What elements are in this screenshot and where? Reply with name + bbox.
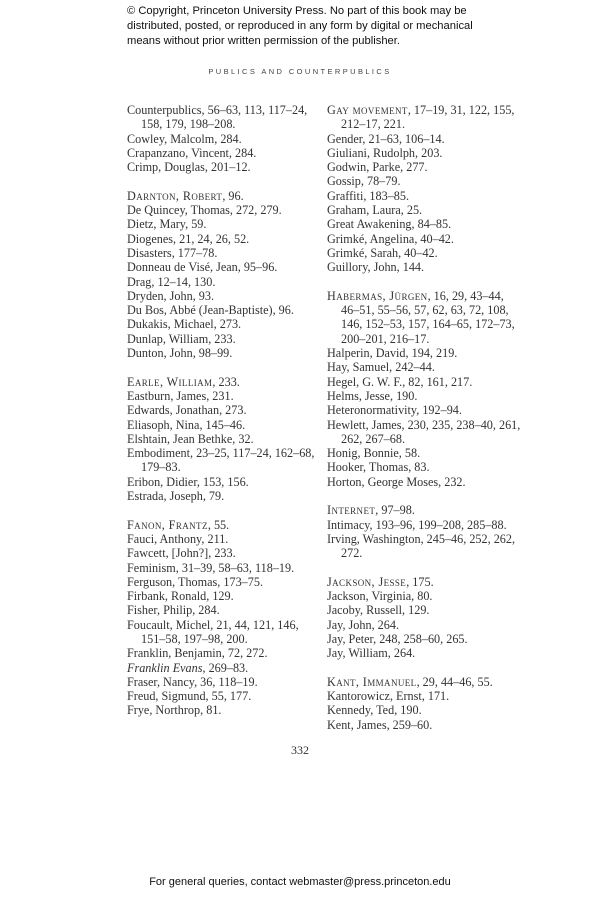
index-entry-heading: Hooker, Thomas xyxy=(327,460,409,475)
index-entry-pages: , 232. xyxy=(438,474,466,489)
index-entry xyxy=(127,661,322,675)
index-entry-heading: Dietz, Mary xyxy=(127,217,186,232)
index-entry-heading: Great Awakening xyxy=(327,217,412,232)
index-entry-pages: , 173–75. xyxy=(217,574,263,589)
index-entry xyxy=(127,546,322,560)
index-entry xyxy=(327,289,522,346)
index-entry xyxy=(127,160,322,174)
index-entry-heading: Graffiti xyxy=(327,188,364,203)
index-entry xyxy=(127,303,322,317)
index-entry xyxy=(127,132,322,146)
index-entry-pages: , 23–25, 117–24, 162–68, 179–83. xyxy=(141,446,315,475)
index-entry-pages: , 97–98. xyxy=(375,503,415,518)
index-entry-heading: Disasters xyxy=(127,245,172,260)
index-entry-pages: , 277. xyxy=(400,160,428,175)
index-entry xyxy=(327,132,522,146)
index-entry-heading: Crapanzano, Vincent xyxy=(127,145,229,160)
index-entry-heading: Freud, Sigmund xyxy=(127,689,206,704)
index-entry-pages: , 273. xyxy=(213,317,242,332)
index-entry-heading: Fisher, Philip xyxy=(127,603,193,618)
index-entry-heading: Firbank, Ronald xyxy=(127,589,207,604)
index-entry xyxy=(327,646,522,660)
index-entry xyxy=(327,203,522,217)
index-entry-pages: , 21–63, 106–14. xyxy=(362,131,445,146)
index-entry-pages: , 193–96, 199–208, 285–88. xyxy=(369,517,507,532)
index-entry xyxy=(127,189,322,203)
index-entry-pages: , 194, 219. xyxy=(405,346,458,361)
index-letter-gap xyxy=(127,174,322,188)
index-entry-pages: , 192–94. xyxy=(416,403,462,418)
index-entry xyxy=(127,403,322,417)
index-entry-pages: , 32. xyxy=(232,431,254,446)
index-entry-heading: Jackson, Jesse xyxy=(327,574,407,589)
index-entry xyxy=(327,360,522,374)
index-entry-pages: , 17–19, 31, 122, 155, 212–17, 221. xyxy=(341,103,515,132)
index-entry-pages: , 98–99. xyxy=(192,346,233,361)
index-entry-heading: Irving, Washington xyxy=(327,531,421,546)
index-entry-pages: , 40–42. xyxy=(398,245,438,260)
index-entry xyxy=(327,532,522,561)
index-entry-pages: , 145–46. xyxy=(199,417,246,432)
index-entry xyxy=(327,403,522,417)
index-entry xyxy=(327,675,522,689)
index-entry-heading: Graham, Laura xyxy=(327,203,401,218)
index-entry-pages: , 55, 177. xyxy=(205,689,252,704)
index-entry-heading: Fauci, Anthony xyxy=(127,531,202,546)
index-letter-gap xyxy=(327,661,522,675)
index-entry-heading: Fanon, Frantz xyxy=(127,517,208,532)
index-entry-pages: , 175. xyxy=(406,574,434,589)
index-entry-heading: Crimp, Douglas xyxy=(127,160,205,175)
index-entry-pages: , 81. xyxy=(200,703,222,718)
index-letter-gap xyxy=(127,360,322,374)
index-entry xyxy=(327,718,522,732)
index-entry xyxy=(127,603,322,617)
index-entry xyxy=(127,317,322,331)
index-letter-gap xyxy=(127,503,322,517)
index-entry-heading: Kant, Immanuel xyxy=(327,674,417,689)
index-entry-heading: Giuliani, Rudolph xyxy=(327,145,416,160)
index-entry-heading: Darnton, Robert xyxy=(127,188,223,203)
index-entry xyxy=(127,103,322,132)
index-entry-pages: , 36, 118–19. xyxy=(194,674,258,689)
index-entry xyxy=(127,260,322,274)
index-entry-heading: Feminism xyxy=(127,560,176,575)
index-entry xyxy=(127,375,322,389)
index-entry-heading: Godwin, Parke xyxy=(327,160,401,175)
index-entry xyxy=(127,289,322,303)
index-entry-pages: , 259–60. xyxy=(386,717,433,732)
index-entry xyxy=(127,418,322,432)
index-entry xyxy=(127,703,322,717)
index-entry-pages: , 171. xyxy=(421,689,450,704)
index-entry-pages: , 129. xyxy=(206,589,234,604)
copyright-notice: © Copyright, Princeton University Press. No part of this book may be distributed, posted, or reproduced in any form by digital or mechanical means without prior written permission of the publisher. xyxy=(127,5,473,47)
index-entry-heading: Jay, William xyxy=(327,646,388,661)
index-entry xyxy=(127,432,322,446)
index-entry xyxy=(327,460,522,474)
index-entry-pages: , 190. xyxy=(394,703,422,718)
index-entry xyxy=(327,246,522,260)
index-entry-pages: , 55. xyxy=(207,517,230,532)
index-entry-heading: Kantorowicz, Ernst xyxy=(327,689,422,704)
index-entry xyxy=(127,489,322,503)
index-entry xyxy=(127,518,322,532)
index-entry-pages: , 29, 44–46, 55. xyxy=(416,674,493,689)
index-letter-gap xyxy=(327,275,522,289)
index-entry-heading: Jacoby, Russell xyxy=(327,603,403,618)
index-entry-pages: , 284. xyxy=(192,603,220,618)
index-entry-pages: , 233. xyxy=(208,331,236,346)
index-entry xyxy=(327,146,522,160)
index-entry xyxy=(127,689,322,703)
index-column-right xyxy=(327,103,522,732)
index-entry-heading: Honig, Bonnie xyxy=(327,446,399,461)
index-entry-pages: , 83. xyxy=(408,460,430,475)
index-entry-heading: Dunlap, William xyxy=(127,331,209,346)
index-entry-pages: , 264. xyxy=(371,617,399,632)
index-entry-pages: , 245–46, 252, 262, 272. xyxy=(341,531,516,561)
index-entry xyxy=(327,103,522,132)
index-entry-heading: Helms, Jesse xyxy=(327,388,390,403)
index-entry-heading: Donneau de Visé, Jean xyxy=(127,260,238,275)
index-entry xyxy=(327,260,522,274)
page-number: 332 xyxy=(291,743,309,757)
index-entry-heading: Jay, John xyxy=(327,617,372,632)
index-entry-pages: , 96. xyxy=(272,303,294,318)
index-entry xyxy=(327,232,522,246)
index-entry-pages: , 96. xyxy=(222,188,244,203)
index-entry xyxy=(327,217,522,231)
index-entry-heading: Jackson, Virginia xyxy=(327,589,412,604)
index-entry-pages: , 129. xyxy=(402,603,430,618)
index-entry xyxy=(327,160,522,174)
index-entry-pages: , 230, 235, 238–40, 261, 262, 267–68. xyxy=(341,417,521,446)
index-entry-heading: De Quincey, Thomas xyxy=(127,203,230,218)
index-entry-pages: , 264. xyxy=(387,646,416,661)
index-entry-pages: , 40–42. xyxy=(414,231,454,246)
index-entry-heading: Edwards, Jonathan xyxy=(127,403,220,418)
index-entry xyxy=(327,689,522,703)
index-entry-pages: , 59. xyxy=(185,217,207,232)
index-entry-heading: Drag xyxy=(127,274,152,289)
index-entry xyxy=(127,532,322,546)
index-entry xyxy=(127,346,322,360)
index-entry-heading: Franklin, Benjamin xyxy=(127,646,222,661)
index-entry-pages: , 80. xyxy=(411,589,433,604)
index-entry xyxy=(327,375,522,389)
index-entry-pages: , 31–39, 58–63, 118–19. xyxy=(175,560,295,575)
index-entry xyxy=(327,475,522,489)
index-entry xyxy=(127,646,322,660)
index-entry-heading: Franklin Evans xyxy=(127,660,203,675)
index-entry-heading: Fraser, Nancy xyxy=(127,674,195,689)
index-entry-heading: Heteronormativity xyxy=(327,403,417,418)
index-entry xyxy=(127,589,322,603)
index-entry xyxy=(327,418,522,447)
index-entry-heading: Internet xyxy=(327,503,376,518)
index-entry-heading: Eliasoph, Nina xyxy=(127,417,200,432)
index-entry xyxy=(127,618,322,647)
index-entry-heading: Gender xyxy=(327,131,363,146)
index-entry-heading: Hegel, G. W. F. xyxy=(327,374,403,389)
index-entry xyxy=(127,675,322,689)
index-entry-heading: Elshtain, Jean Bethke xyxy=(127,431,233,446)
index-entry-heading: Gay movement xyxy=(327,103,408,117)
index-entry-pages: , 284. xyxy=(214,131,242,146)
index-entry-pages: , 203. xyxy=(415,145,443,160)
index-entry-pages: , 272, 279. xyxy=(229,203,282,218)
index-entry xyxy=(327,174,522,188)
index-entry-heading: Halperin, David xyxy=(327,346,406,361)
index-entry-pages: , 190. xyxy=(389,388,418,403)
index-entry-pages: , 201–12. xyxy=(204,160,251,175)
index-entry-pages: , 233. xyxy=(208,546,236,561)
index-entry xyxy=(327,618,522,632)
index-entry xyxy=(327,518,522,532)
index-entry-pages: , 79. xyxy=(202,489,225,504)
index-entry-pages: , 84–85. xyxy=(411,217,452,232)
index-entry-heading: Du Bos, Abbé (Jean-Baptiste) xyxy=(127,303,273,318)
index-entry-pages: , 78–79. xyxy=(360,174,401,189)
index-entry-pages: , 95–96. xyxy=(237,260,278,275)
index-entry xyxy=(327,446,522,460)
index-entry xyxy=(127,389,322,403)
index-entry-pages: , 58. xyxy=(398,446,421,461)
index-entry-heading: Counterpublics xyxy=(127,103,202,117)
index-entry-heading: Dukakis, Michael xyxy=(127,317,214,332)
index-entry xyxy=(127,446,322,475)
index-letter-gap xyxy=(327,561,522,575)
index-entry-heading: Embodiment xyxy=(127,446,190,461)
index-entry-heading: Guillory, John xyxy=(327,260,397,275)
index-entry xyxy=(127,146,322,160)
index-column-left xyxy=(127,103,322,718)
index-entry-pages: , 242–44. xyxy=(389,360,435,375)
index-entry-heading: Jay, Peter xyxy=(327,631,374,646)
index-entry xyxy=(327,603,522,617)
index-entry-heading: Dryden, John xyxy=(127,288,193,303)
index-entry-pages: , 144. xyxy=(396,260,425,275)
index-entry-heading: Foucault, Michel xyxy=(127,617,211,632)
index-entry-pages: , 248, 258–60, 265. xyxy=(373,631,468,646)
index-entry-pages: , 56–63, 113, 117–24, 158, 179, 198–208. xyxy=(141,103,308,132)
index-entry xyxy=(127,203,322,217)
index-entry xyxy=(327,575,522,589)
index-entry-heading: Kennedy, Ted xyxy=(327,703,395,718)
index-entry-pages: , 231. xyxy=(206,388,234,403)
index-entry xyxy=(327,632,522,646)
index-entry xyxy=(127,232,322,246)
index-entry-pages: , 93. xyxy=(192,288,214,303)
index-entry-heading: Ferguson, Thomas xyxy=(127,574,218,589)
index-entry-heading: Fawcett, [John?] xyxy=(127,546,209,561)
index-entry-heading: Kent, James xyxy=(327,717,387,732)
index-entry-pages: , 16, 29, 43–44, 46–51, 55–56, 57, 62, 63, 72, 108, 146, 152–53, 157, 164–65, 172–73, 200–201, 216–17. xyxy=(341,288,515,346)
index-entry-heading: Eribon, Didier xyxy=(127,474,197,489)
index-entry xyxy=(127,246,322,260)
index-entry xyxy=(127,475,322,489)
index-entry xyxy=(327,503,522,517)
index-entry-pages: , 25. xyxy=(400,203,423,218)
index-entry-pages: , 12–14, 130. xyxy=(151,274,216,289)
index-entry-heading: Diogenes xyxy=(127,231,174,246)
index-entry-heading: Habermas, Jürgen xyxy=(327,288,428,303)
index-entry-heading: Dunton, John xyxy=(127,346,193,361)
index-entry-pages: , 211. xyxy=(201,531,229,546)
index-entry-pages: , 183–85. xyxy=(363,188,410,203)
index-entry xyxy=(127,332,322,346)
running-head: PUBLICS AND COUNTERPUBLICS xyxy=(208,67,392,76)
index-entry-pages: , 21, 24, 26, 52. xyxy=(173,231,250,246)
index-entry-heading: Intimacy xyxy=(327,517,370,532)
index-entry-heading: Gossip xyxy=(327,174,361,189)
index-entry-heading: Horton, George Moses xyxy=(327,474,439,489)
index-entry-heading: Grimké, Sarah xyxy=(327,245,399,260)
index-entry-pages: , 21, 44, 121, 146, 151–58, 197–98, 200. xyxy=(141,617,299,646)
index-entry-pages: , 273. xyxy=(219,403,247,418)
index-entry-heading: Earle, William xyxy=(127,374,213,389)
index-entry-pages: , 177–78. xyxy=(171,245,218,260)
index-letter-gap xyxy=(327,489,522,503)
index-entry xyxy=(127,575,322,589)
index-entry xyxy=(127,275,322,289)
index-entry-heading: Hay, Samuel xyxy=(327,360,390,375)
index-entry xyxy=(327,703,522,717)
index-entry-heading: Cowley, Malcolm xyxy=(127,131,215,146)
index-entry-heading: Eastburn, James xyxy=(127,388,207,403)
index-entry-heading: Estrada, Joseph xyxy=(127,489,203,504)
index-entry xyxy=(127,561,322,575)
index-entry xyxy=(327,346,522,360)
index-entry-pages: , 153, 156. xyxy=(196,474,249,489)
index-entry-heading: Frye, Northrop xyxy=(127,703,201,718)
index-entry xyxy=(327,589,522,603)
index-entry xyxy=(327,189,522,203)
index-entry-pages: , 233. xyxy=(212,374,240,389)
index-entry-heading: Hewlett, James xyxy=(327,417,402,432)
index-entry-pages: , 269–83. xyxy=(202,660,249,675)
index-entry-pages: , 82, 161, 217. xyxy=(402,374,473,389)
index-entry xyxy=(127,217,322,231)
index-entry xyxy=(327,389,522,403)
index-entry-pages: , 72, 272. xyxy=(221,646,268,661)
index-entry-heading: Grimké, Angelina xyxy=(327,231,415,246)
footer-contact: For general queries, contact webmaster@press.princeton.edu xyxy=(149,876,451,888)
index-entry-pages: , 284. xyxy=(228,145,257,160)
